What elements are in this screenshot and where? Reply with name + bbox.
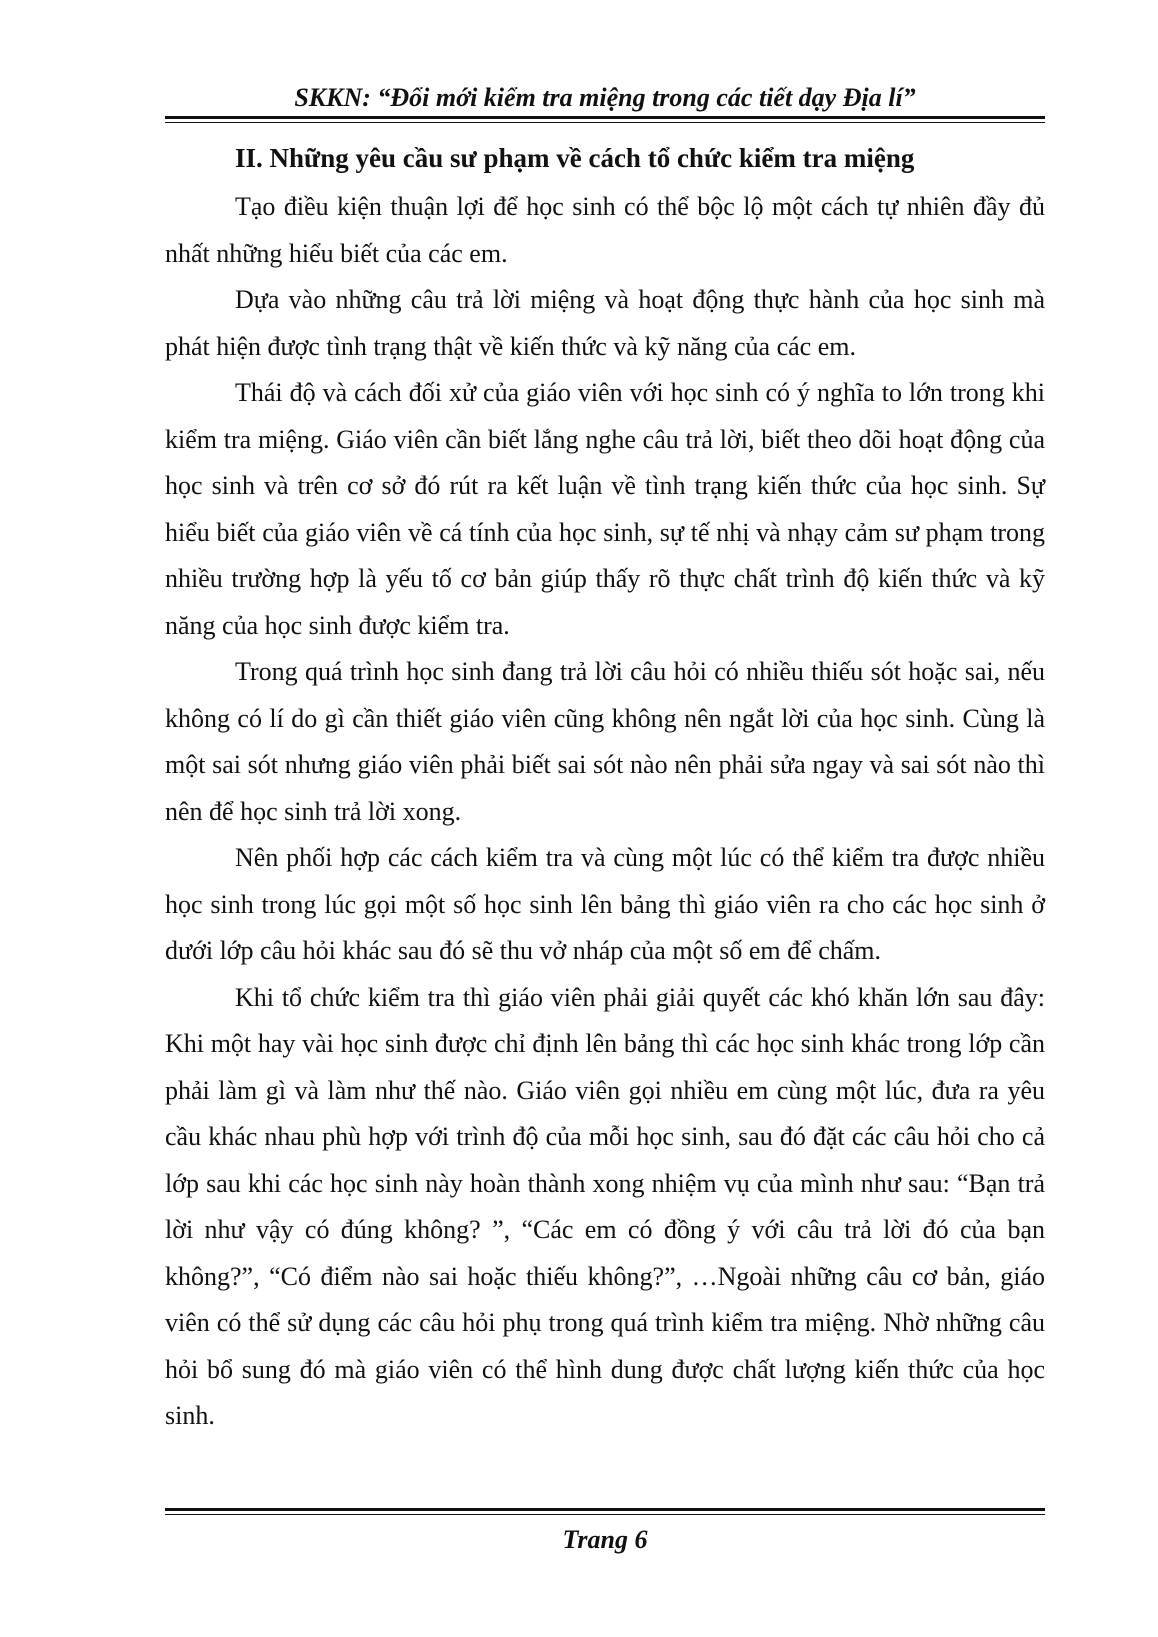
paragraph-5: Nên phối hợp các cách kiểm tra và cùng một lúc có thể kiểm tra được nhiều học sinh trong lúc gọi một số học sinh lên bảng thì giáo viên ra cho các học sinh ở dưới lớp câu hỏi khác sau đó sẽ thu vở nháp của một số em để chấm. [165,843,1045,965]
paragraph-4: Trong quá trình học sinh đang trả lời câu hỏi có nhiều thiếu sót hoặc sai, nếu không có lí do gì cần thiết giáo viên cũng không nên ngắt lời của học sinh. Cùng là một sai sót nhưng giáo viên phải biết sai sót nào nên phải sửa ngay và sai sót nào thì nên để học sinh trả lời xong. [165,657,1045,826]
paragraph-3: Thái độ và cách đối xử của giáo viên với học sinh có ý nghĩa to lớn trong khi kiểm tra miệng. Giáo viên cần biết lắng nghe câu trả lời, biết theo dõi hoạt động của học sinh và trên cơ sở đó rút ra kết luận về tình trạng kiến thức của học sinh. Sự hiểu biết của giáo viên về cá tính của học sinh, sự tế nhị và nhạy cảm sư phạm trong nhiều trường hợp là yếu tố cơ bản giúp thấy rõ thực chất trình độ kiến thức và kỹ năng của học sinh được kiểm tra. [165,378,1045,640]
page-number: Trang 6 [562,1525,648,1554]
document-body [165,138,1045,1440]
header-divider [165,116,1045,123]
paragraph-1: Tạo điều kiện thuận lợi để học sinh có thể bộc lộ một cách tự nhiên đầy đủ nhất những hiểu biết của các em. [165,192,1045,268]
page-header-title: SKKN: “Đổi mới kiểm tra miệng trong các tiết dạy Địa lí” [294,83,916,112]
paragraph-2: Dựa vào những câu trả lời miệng và hoạt động thực hành của học sinh mà phát hiện được tình trạng thật về kiến thức và kỹ năng của các em. [165,285,1045,361]
footer-divider [165,1508,1045,1515]
section-heading: II. Những yêu cầu sư phạm về cách tổ chức kiểm tra miệng [235,143,915,173]
paragraph-6: Khi tổ chức kiểm tra thì giáo viên phải giải quyết các khó khăn lớn sau đây: Khi một hay vài học sinh được chỉ định lên bảng thì các học sinh khác trong lớp cần phải làm gì và làm như thế nào. Giáo viên gọi nhiều em cùng một lúc, đưa ra yêu cầu khác nhau phù hợp với trình độ của mỗi học sinh, sau đó đặt các câu hỏi cho cả lớp sau khi các học sinh này hoàn thành xong nhiệm vụ của mình như sau: “Bạn trả lời như vậy có đúng không? ”, “Các em có đồng ý với câu trả lời đó của bạn không?”, “Có điểm nào sai hoặc thiếu không?”, …Ngoài những câu cơ bản, giáo viên có thể sử dụng các câu hỏi phụ trong quá trình kiểm tra miệng. Nhờ những câu hỏi bổ sung đó mà giáo viên có thể hình dung được chất lượng kiến thức của học sinh. [165,982,1045,1430]
